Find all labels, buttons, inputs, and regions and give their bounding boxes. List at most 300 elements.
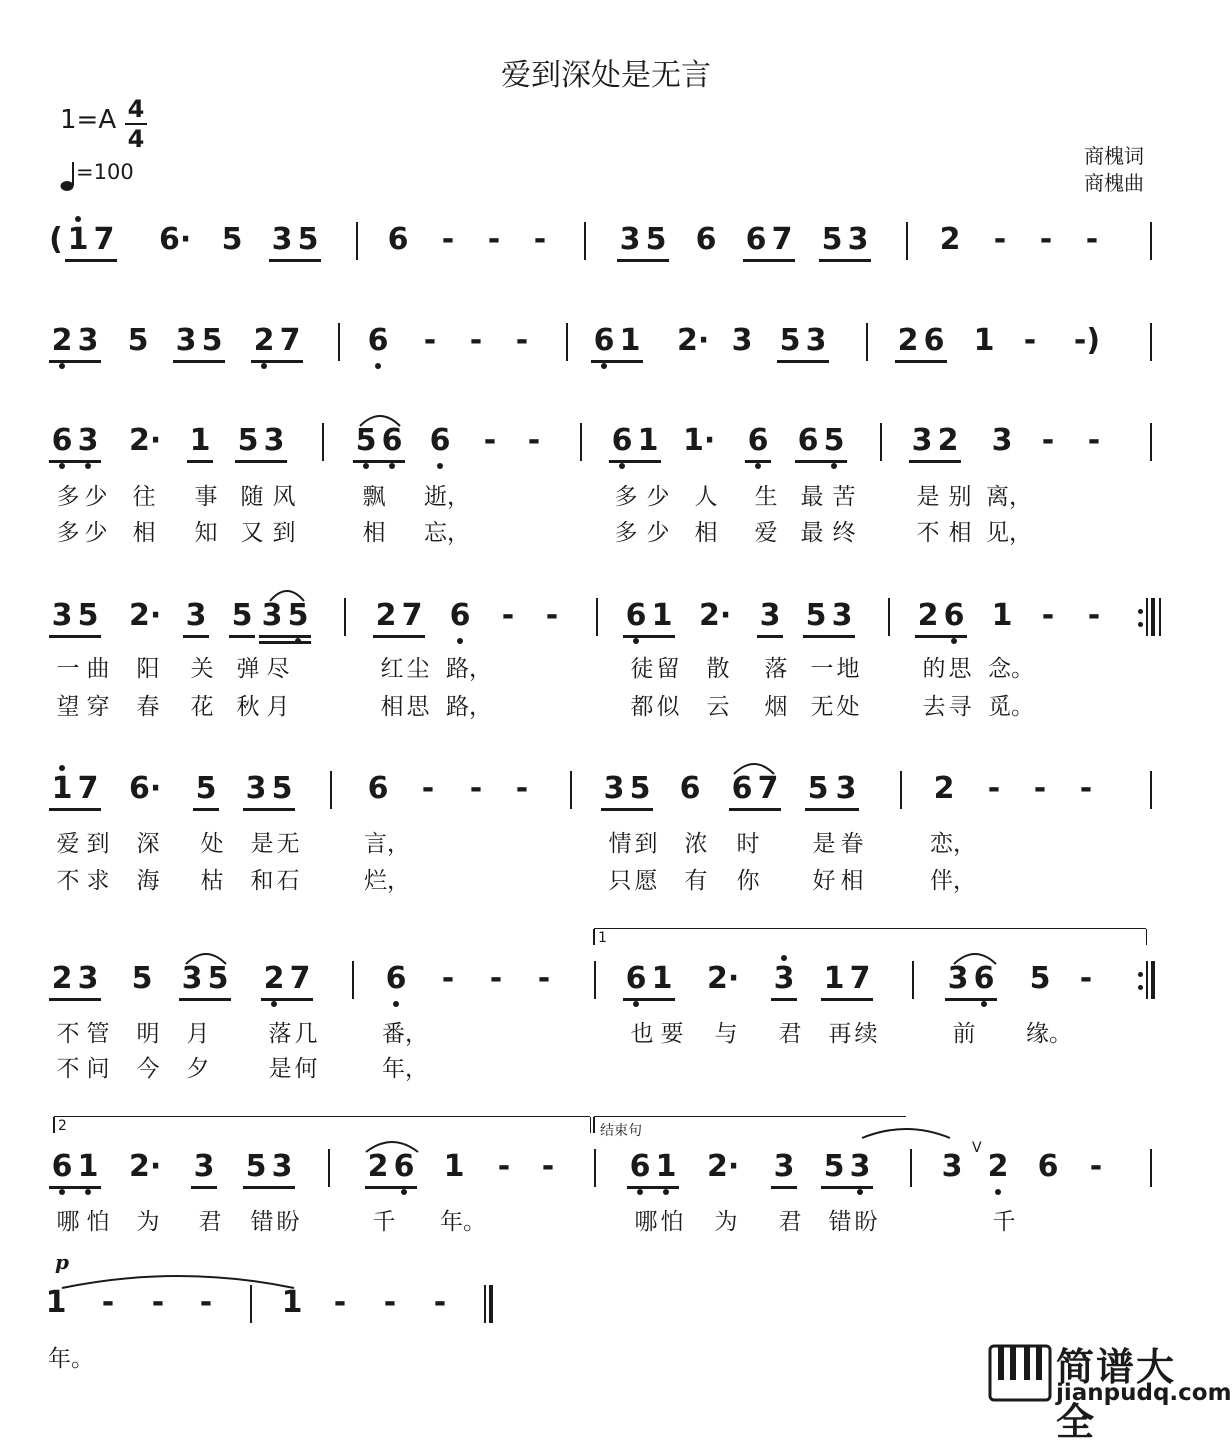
lyric-syllable: 要 bbox=[660, 1021, 684, 1047]
note: 5 bbox=[807, 771, 829, 806]
lyric-syllable: 风 bbox=[272, 484, 296, 510]
note: 5 bbox=[821, 222, 843, 257]
note: 3 bbox=[263, 423, 285, 458]
note: 2 bbox=[939, 222, 961, 257]
lyric-syllable: 也 bbox=[630, 1021, 654, 1047]
note: 6 bbox=[625, 598, 647, 633]
note: 5 bbox=[355, 423, 377, 458]
note: 7 bbox=[757, 771, 779, 806]
dash-extension: - bbox=[527, 423, 541, 458]
note: 1 bbox=[67, 222, 89, 257]
lyric-syllable: 爱 bbox=[56, 831, 80, 857]
time-signature-top: 4 bbox=[127, 95, 145, 123]
dash-extension: -) bbox=[1073, 323, 1101, 358]
note: 5 bbox=[779, 323, 801, 358]
dash-extension: - bbox=[1039, 222, 1053, 257]
note: 6 bbox=[381, 423, 403, 458]
lyric-syllable: 怕 bbox=[660, 1209, 684, 1235]
note: 3 bbox=[831, 598, 853, 633]
note: 6 bbox=[393, 1149, 415, 1184]
note: 3 bbox=[261, 598, 283, 633]
note: 5 bbox=[77, 598, 99, 633]
lyric-syllable: 夕 bbox=[186, 1056, 210, 1082]
note: 5 bbox=[245, 1149, 267, 1184]
lyric-syllable: 月 bbox=[186, 1021, 210, 1047]
time-signature-bottom: 4 bbox=[127, 125, 145, 153]
lyric-syllable: 只 bbox=[608, 868, 632, 894]
first-ending-bracket bbox=[594, 928, 1146, 945]
dash-extension: - bbox=[1033, 771, 1047, 806]
lyric-syllable: 再 bbox=[828, 1021, 852, 1047]
dash-extension: - bbox=[501, 598, 515, 633]
key-signature: 1=A bbox=[60, 105, 117, 135]
lyric-syllable: 恋， bbox=[930, 831, 976, 857]
dash-extension: - bbox=[1089, 1149, 1103, 1184]
lyric-syllable: 穿 bbox=[86, 694, 110, 720]
note: 3 bbox=[77, 323, 99, 358]
lyric-syllable: 秋 bbox=[236, 694, 260, 720]
note: 7 bbox=[289, 961, 311, 996]
lyric-syllable: 几 bbox=[294, 1021, 318, 1047]
coda-label: 结束句 bbox=[600, 1123, 642, 1139]
note: 2· bbox=[129, 1149, 162, 1184]
note: 6 bbox=[51, 1149, 73, 1184]
dash-extension: - bbox=[421, 771, 435, 806]
lyric-syllable: 无 bbox=[276, 831, 300, 857]
note: 2· bbox=[677, 323, 710, 358]
lyric-syllable: 相 bbox=[362, 520, 386, 546]
note: 2 bbox=[375, 598, 397, 633]
note: 3 bbox=[271, 1149, 293, 1184]
lyric-syllable: 多 bbox=[56, 484, 80, 510]
dash-extension: - bbox=[469, 323, 483, 358]
lyric-syllable: 春 bbox=[136, 694, 160, 720]
lyric-syllable: 不 bbox=[56, 1056, 80, 1082]
lyric-syllable: 望 bbox=[56, 694, 80, 720]
lyric-syllable: 浓 bbox=[684, 831, 708, 857]
lyric-syllable: 苦 bbox=[832, 484, 856, 510]
note: 6 bbox=[1037, 1149, 1059, 1184]
dash-extension: - bbox=[101, 1285, 115, 1320]
note: 6 bbox=[593, 323, 615, 358]
note: 2 bbox=[987, 1149, 1009, 1184]
note: 5 bbox=[287, 598, 309, 633]
lyric-syllable: 哪 bbox=[634, 1209, 658, 1235]
note: 5 bbox=[271, 771, 293, 806]
note: 6 bbox=[797, 423, 819, 458]
lyric-syllable: 有 bbox=[684, 868, 708, 894]
dash-extension: - bbox=[469, 771, 483, 806]
note: 6 bbox=[923, 323, 945, 358]
note: 6· bbox=[129, 771, 162, 806]
note: 3 bbox=[911, 423, 933, 458]
note: 7 bbox=[849, 961, 871, 996]
lyric-syllable: 烂， bbox=[364, 868, 410, 894]
lyric-syllable: 千 bbox=[372, 1209, 396, 1235]
lyric-syllable: 是 bbox=[250, 831, 274, 857]
note: 2· bbox=[129, 598, 162, 633]
lyric-syllable: 曲 bbox=[86, 656, 110, 682]
note: 2 bbox=[51, 961, 73, 996]
lyric-syllable: 知 bbox=[194, 520, 218, 546]
lyric-syllable: 都 bbox=[630, 694, 654, 720]
lyric-syllable: 为 bbox=[136, 1209, 160, 1235]
lyric-syllable: 少 bbox=[84, 484, 108, 510]
lyric-syllable: 随 bbox=[240, 484, 264, 510]
lyric-syllable: 爱 bbox=[754, 520, 778, 546]
note: 6 bbox=[51, 423, 73, 458]
note: 5 bbox=[207, 961, 229, 996]
lyric-syllable: 相 bbox=[380, 694, 404, 720]
second-ending-label: 2 bbox=[58, 1118, 67, 1134]
lyric-syllable: 少 bbox=[84, 520, 108, 546]
lyric-syllable: 相 bbox=[694, 520, 718, 546]
lyric-syllable: 的 bbox=[922, 656, 946, 682]
lyric-syllable: 多 bbox=[56, 520, 80, 546]
note: 2 bbox=[367, 1149, 389, 1184]
lyric-syllable: 留 bbox=[656, 656, 680, 682]
lyric-syllable: 别 bbox=[948, 484, 972, 510]
lyric-syllable: 忘， bbox=[424, 520, 470, 546]
lyric-syllable: 一 bbox=[810, 656, 834, 682]
lyric-syllable: 离， bbox=[986, 484, 1032, 510]
dash-extension: - bbox=[537, 961, 551, 996]
lyric-syllable: 求 bbox=[86, 868, 110, 894]
note: 1 bbox=[189, 423, 211, 458]
dash-extension: - bbox=[487, 222, 501, 257]
lyric-syllable: 阳 bbox=[136, 656, 160, 682]
note: 3 bbox=[835, 771, 857, 806]
lyric-syllable: 生 bbox=[754, 484, 778, 510]
dash-extension: - bbox=[1041, 423, 1055, 458]
dash-extension: - bbox=[1079, 961, 1093, 996]
lyric-syllable: 地 bbox=[836, 656, 860, 682]
note: 3 bbox=[603, 771, 625, 806]
note: 7 bbox=[279, 323, 301, 358]
note: 2· bbox=[699, 598, 732, 633]
lyric-syllable: 无 bbox=[810, 694, 834, 720]
lyric-syllable: 盼 bbox=[854, 1209, 878, 1235]
note: 6 bbox=[385, 961, 407, 996]
note: 3 bbox=[181, 961, 203, 996]
lyric-syllable: 红 bbox=[380, 656, 404, 682]
breath-mark: V bbox=[972, 1140, 982, 1156]
tempo-marking: =100 bbox=[76, 160, 134, 184]
lyric-syllable: 相 bbox=[840, 868, 864, 894]
watermark-text: 简谱大全 bbox=[1056, 1345, 1177, 1444]
lyric-syllable: 少 bbox=[646, 484, 670, 510]
lyric-syllable: 见， bbox=[986, 520, 1032, 546]
note: 6 bbox=[943, 598, 965, 633]
lyric-syllable: 散 bbox=[706, 656, 730, 682]
note: 3 bbox=[619, 222, 641, 257]
dash-extension: - bbox=[489, 961, 503, 996]
watermark-url: jianpudq.com bbox=[1056, 1380, 1232, 1406]
note: 2 bbox=[263, 961, 285, 996]
dash-extension: - bbox=[515, 771, 529, 806]
lyric-syllable: 最 bbox=[800, 484, 824, 510]
lyric-syllable: 多 bbox=[614, 520, 638, 546]
dash-extension: - bbox=[483, 423, 497, 458]
note: 3 bbox=[175, 323, 197, 358]
second-ending-bracket bbox=[54, 1116, 590, 1133]
note: 1· bbox=[683, 423, 716, 458]
lyric-syllable: 愿 bbox=[634, 868, 658, 894]
note: 5 bbox=[237, 423, 259, 458]
note: 3 bbox=[773, 961, 795, 996]
dash-extension: - bbox=[383, 1285, 397, 1320]
note: 3 bbox=[77, 423, 99, 458]
lyric-syllable: 人 bbox=[694, 484, 718, 510]
note: 5 bbox=[1029, 961, 1051, 996]
lyric-syllable: 为 bbox=[714, 1209, 738, 1235]
note: 1 bbox=[619, 323, 641, 358]
lyric-syllable: 到 bbox=[634, 831, 658, 857]
dash-extension: - bbox=[441, 222, 455, 257]
lyric-syllable: 年。 bbox=[440, 1209, 486, 1235]
note: 2 bbox=[917, 598, 939, 633]
note: 3 bbox=[773, 1149, 795, 1184]
lyric-syllable: 言， bbox=[364, 831, 410, 857]
lyric-syllable: 多 bbox=[614, 484, 638, 510]
note: 5 bbox=[823, 1149, 845, 1184]
dash-extension: - bbox=[1023, 323, 1037, 358]
dash-extension: - bbox=[541, 1149, 555, 1184]
dash-extension: - bbox=[533, 222, 547, 257]
lyric-syllable: 缘。 bbox=[1026, 1021, 1072, 1047]
note: 6 bbox=[611, 423, 633, 458]
lyric-syllable: 何 bbox=[294, 1056, 318, 1082]
note: 3 bbox=[947, 961, 969, 996]
note: 6 bbox=[629, 1149, 651, 1184]
lyric-syllable: 路， bbox=[446, 656, 492, 682]
note: 2 bbox=[933, 771, 955, 806]
lyric-syllable: 续 bbox=[854, 1021, 878, 1047]
dash-extension: - bbox=[1087, 423, 1101, 458]
lyric-syllable: 路， bbox=[446, 694, 492, 720]
note: 6 bbox=[367, 323, 389, 358]
lyric-syllable: 处 bbox=[836, 694, 860, 720]
lyric-syllable: 又 bbox=[240, 520, 264, 546]
note: 1 bbox=[77, 1149, 99, 1184]
lyric-syllable: 徒 bbox=[630, 656, 654, 682]
note: 2· bbox=[707, 961, 740, 996]
dash-extension: - bbox=[1079, 771, 1093, 806]
note: 3 bbox=[941, 1149, 963, 1184]
note: 2 bbox=[937, 423, 959, 458]
note: 1 bbox=[651, 961, 673, 996]
dynamic-piano: p bbox=[55, 1250, 69, 1274]
note: 3 bbox=[805, 323, 827, 358]
dash-extension: - bbox=[441, 961, 455, 996]
lyric-syllable: 逝， bbox=[424, 484, 470, 510]
song-title: 爱到深处是无言 bbox=[501, 58, 711, 93]
note: 3 bbox=[759, 598, 781, 633]
dash-extension: - bbox=[199, 1285, 213, 1320]
note: 5 bbox=[195, 771, 217, 806]
lyric-syllable: 念。 bbox=[988, 656, 1034, 682]
lyric-syllable: 飘 bbox=[362, 484, 386, 510]
lyric-syllable: 明 bbox=[136, 1021, 160, 1047]
note: 6 bbox=[973, 961, 995, 996]
dash-extension: - bbox=[151, 1285, 165, 1320]
note: 5 bbox=[645, 222, 667, 257]
slur bbox=[734, 764, 774, 774]
dash-extension: - bbox=[497, 1149, 511, 1184]
lyric-syllable: 枯 bbox=[200, 868, 224, 894]
lyric-syllable: 君 bbox=[778, 1021, 802, 1047]
lyric-syllable: 寻 bbox=[948, 694, 972, 720]
lyric-syllable: 事 bbox=[194, 484, 218, 510]
lyric-syllable: 云 bbox=[706, 694, 730, 720]
lyric-syllable: 错 bbox=[250, 1209, 274, 1235]
note: 6 bbox=[747, 423, 769, 458]
dash-extension: - bbox=[545, 598, 559, 633]
lyric-syllable: 落 bbox=[268, 1021, 292, 1047]
lyric-syllable: 和 bbox=[250, 868, 274, 894]
note: 1 bbox=[823, 961, 845, 996]
lyricist-credit: 商槐词 bbox=[1084, 144, 1144, 168]
lyric-syllable: 年。 bbox=[48, 1346, 94, 1372]
lyric-syllable: 好 bbox=[812, 868, 836, 894]
lyric-syllable: 到 bbox=[86, 831, 110, 857]
slur bbox=[270, 591, 304, 601]
lyric-syllable: 问 bbox=[86, 1056, 110, 1082]
note: 3 bbox=[271, 222, 293, 257]
lyric-syllable: 君 bbox=[778, 1209, 802, 1235]
lyric-syllable: 与 bbox=[714, 1021, 738, 1047]
slur bbox=[360, 416, 400, 426]
note: 5 bbox=[805, 598, 827, 633]
slur bbox=[366, 1142, 418, 1152]
note: 3 bbox=[847, 222, 869, 257]
note: 5 bbox=[201, 323, 223, 358]
note: 1 bbox=[45, 1285, 67, 1320]
note: 3 bbox=[185, 598, 207, 633]
lyric-syllable: 你 bbox=[736, 868, 760, 894]
lyric-syllable: 似 bbox=[656, 694, 680, 720]
note: 5 bbox=[823, 423, 845, 458]
lyric-syllable: 眷 bbox=[840, 831, 864, 857]
lyric-syllable: 尘 bbox=[406, 656, 430, 682]
note: 1 bbox=[281, 1285, 303, 1320]
lyric-syllable: 少 bbox=[646, 520, 670, 546]
note: 7 bbox=[771, 222, 793, 257]
dash-extension: - bbox=[1087, 598, 1101, 633]
lyric-syllable: 前 bbox=[952, 1021, 976, 1047]
lyric-syllable: 往 bbox=[132, 484, 156, 510]
note: 6 bbox=[679, 771, 701, 806]
note: 6 bbox=[387, 222, 409, 257]
lyric-syllable: 是 bbox=[268, 1056, 292, 1082]
lyric-syllable: 是 bbox=[812, 831, 836, 857]
note: 5 bbox=[297, 222, 319, 257]
note: 3 bbox=[991, 423, 1013, 458]
note: 5 bbox=[629, 771, 651, 806]
lyric-syllable: 年， bbox=[382, 1056, 428, 1082]
lyric-syllable: 相 bbox=[948, 520, 972, 546]
tie-final bbox=[62, 1276, 294, 1288]
note: 2· bbox=[129, 423, 162, 458]
lyric-syllable: 思 bbox=[406, 694, 430, 720]
note: 2 bbox=[51, 323, 73, 358]
lyric-syllable: 花 bbox=[190, 694, 214, 720]
lyric-syllable: 尽 bbox=[266, 656, 290, 682]
dash-extension: - bbox=[333, 1285, 347, 1320]
note: 6 bbox=[429, 423, 451, 458]
dash-extension: - bbox=[993, 222, 1007, 257]
lyric-syllable: 错 bbox=[828, 1209, 852, 1235]
note: 1 bbox=[637, 423, 659, 458]
lyric-syllable: 觅。 bbox=[988, 694, 1034, 720]
note: 6 bbox=[745, 222, 767, 257]
note: 3 bbox=[77, 961, 99, 996]
lyric-syllable: 君 bbox=[198, 1209, 222, 1235]
lyric-syllable: 一 bbox=[56, 656, 80, 682]
slur bbox=[954, 954, 996, 964]
note: 6 bbox=[367, 771, 389, 806]
dash-extension: - bbox=[987, 771, 1001, 806]
lyric-syllable: 不 bbox=[56, 1021, 80, 1047]
first-ending-label: 1 bbox=[598, 930, 607, 946]
lyric-syllable: 最 bbox=[800, 520, 824, 546]
lyric-syllable: 番， bbox=[382, 1021, 428, 1047]
lyric-syllable: 去 bbox=[922, 694, 946, 720]
slur bbox=[186, 954, 226, 964]
lyric-syllable: 思 bbox=[948, 656, 972, 682]
note: 6 bbox=[731, 771, 753, 806]
lyric-syllable: 弹 bbox=[236, 656, 260, 682]
note: 2 bbox=[897, 323, 919, 358]
note: 1 bbox=[651, 598, 673, 633]
open-paren: ( bbox=[49, 222, 63, 257]
note: 1 bbox=[51, 771, 73, 806]
note: 1 bbox=[973, 323, 995, 358]
note: 3 bbox=[193, 1149, 215, 1184]
lyric-syllable: 是 bbox=[916, 484, 940, 510]
lyric-syllable: 管 bbox=[86, 1021, 110, 1047]
lyric-syllable: 烟 bbox=[764, 694, 788, 720]
lyric-syllable: 盼 bbox=[276, 1209, 300, 1235]
lyric-syllable: 深 bbox=[136, 831, 160, 857]
lyric-syllable: 伴， bbox=[930, 868, 976, 894]
lyric-syllable: 到 bbox=[272, 520, 296, 546]
lyric-syllable: 月 bbox=[266, 694, 290, 720]
lyric-syllable: 怕 bbox=[86, 1209, 110, 1235]
lyric-syllable: 今 bbox=[136, 1056, 160, 1082]
dash-extension: - bbox=[423, 323, 437, 358]
lyric-syllable: 终 bbox=[832, 520, 856, 546]
note: 5 bbox=[221, 222, 243, 257]
note: 6 bbox=[625, 961, 647, 996]
lyric-syllable: 处 bbox=[200, 831, 224, 857]
lyric-syllable: 海 bbox=[136, 868, 160, 894]
note: 5 bbox=[127, 323, 149, 358]
lyric-syllable: 关 bbox=[190, 656, 214, 682]
lyric-syllable: 石 bbox=[276, 868, 300, 894]
lyric-syllable: 相 bbox=[132, 520, 156, 546]
note: 1 bbox=[655, 1149, 677, 1184]
dash-extension: - bbox=[515, 323, 529, 358]
note: 7 bbox=[93, 222, 115, 257]
lyric-syllable: 不 bbox=[916, 520, 940, 546]
dash-extension: - bbox=[1085, 222, 1099, 257]
note: 7 bbox=[401, 598, 423, 633]
note: 1 bbox=[443, 1149, 465, 1184]
note: 3 bbox=[849, 1149, 871, 1184]
note: 5 bbox=[131, 961, 153, 996]
note: 3 bbox=[51, 598, 73, 633]
